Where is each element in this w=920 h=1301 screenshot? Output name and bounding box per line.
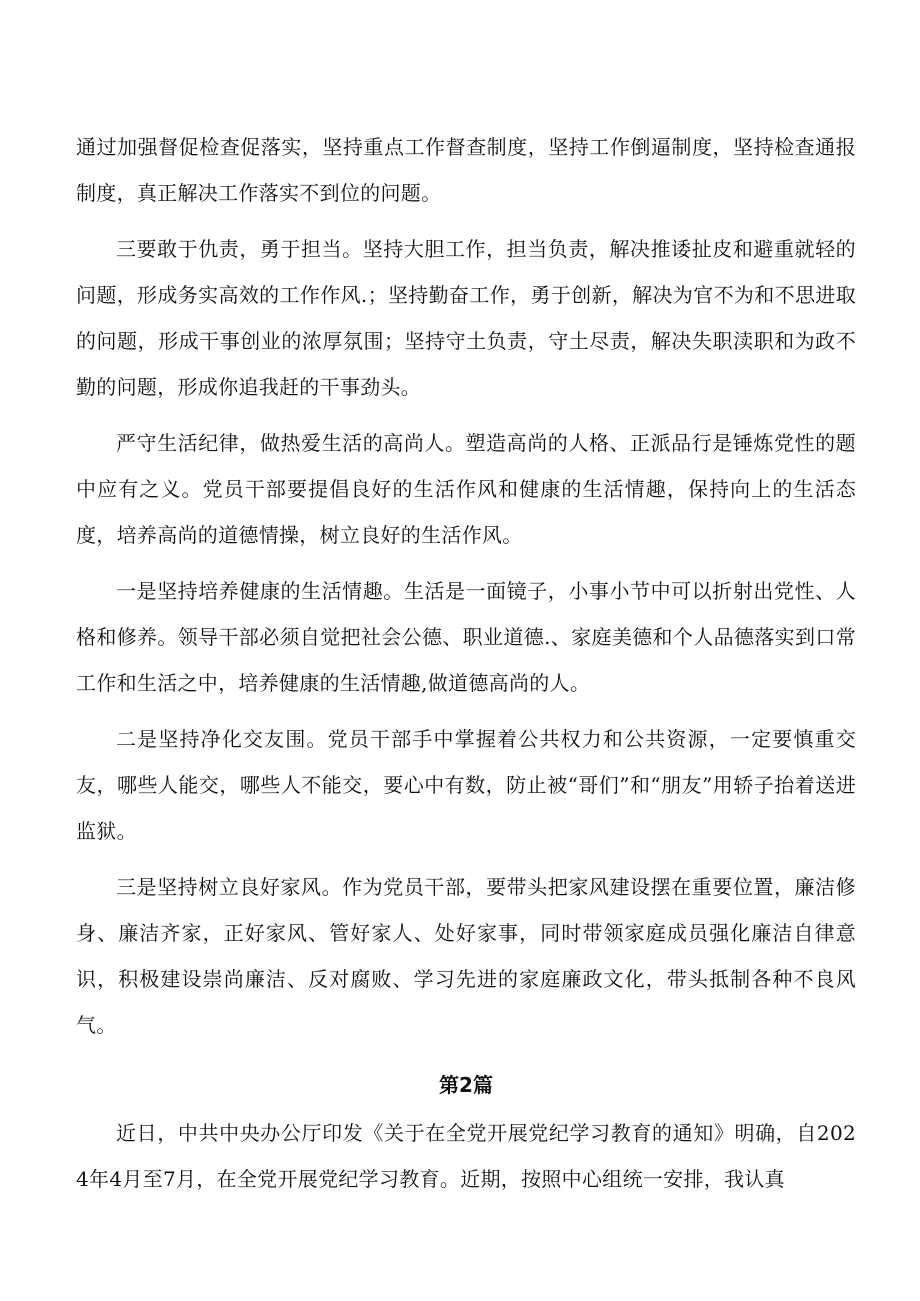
paragraph-healthy-interests: 一是坚持培养健康的生活情趣。生活是一面镜子，小事小节中可以折射出党性、人格和修养。领导干部必须自觉把社会公德、职业道德.、家庭美德和个人品德落实到口常工作和生活之中，培养健康的生活情趣,做道德高尚的人。 (76, 579, 856, 695)
paragraph-responsibility: 三要敢于仇责，勇于担当。坚持大胆工作，担当负责，解决推诿扯皮和避重就轻的问题，形成务实高效的工作作风.；坚持勤奋工作，勇于创新，解决为官不为和不思进取的问题，形成干事创业的浓厚氛围；坚持守土负责，守土尽责，解决失职渎职和为政不勤的问题，形成你追我赶的干事劲头。 (76, 237, 856, 399)
paragraph-life-discipline: 严守生活纪律，做热爱生活的高尚人。塑造高尚的人格、正派品行是锤炼党性的题中应有之义。党员干部要提倡良好的生活作风和健康的生活情趣，保持向上的生活态度，培养高尚的道德情操，树立良好的生活作风。 (76, 431, 856, 547)
document-body (76, 124, 856, 1202)
section-intro-paragraph: 近日，中共中央办公厅印发《关于在全党开展党纪学习教育的通知》明确，自2024年4月至7月，在全党开展党纪学习教育。近期，按照中心组统一安排，我认真 (76, 1121, 856, 1191)
paragraph-friendship: 二是坚持净化交友围。党员干部手中掌握着公共权力和公共资源，一定要慎重交友，哪些人能交，哪些人不能交，要心中有数，防止被“哥们”和“朋友”用轿子抬着送进监狱。 (76, 727, 856, 843)
paragraph-supervision: 通过加强督促检查促落实，坚持重点工作督查制度，坚持工作倒逼制度，坚持检查通报制度，真正解决工作落实不到位的问题。 (76, 135, 856, 205)
paragraph-family-style: 三是坚持树立良好家风。作为党员干部，要带头把家风建设摆在重要位置，廉洁修身、廉洁齐家，正好家风、管好家人、处好家事，同时带领家庭成员强化廉洁自律意识，积极建设崇尚廉洁、反对腐败、学习先进的家庭廉政文化，带头抵制各种不良风气。 (76, 875, 856, 1037)
section-heading: 第2篇 (439, 1073, 493, 1097)
